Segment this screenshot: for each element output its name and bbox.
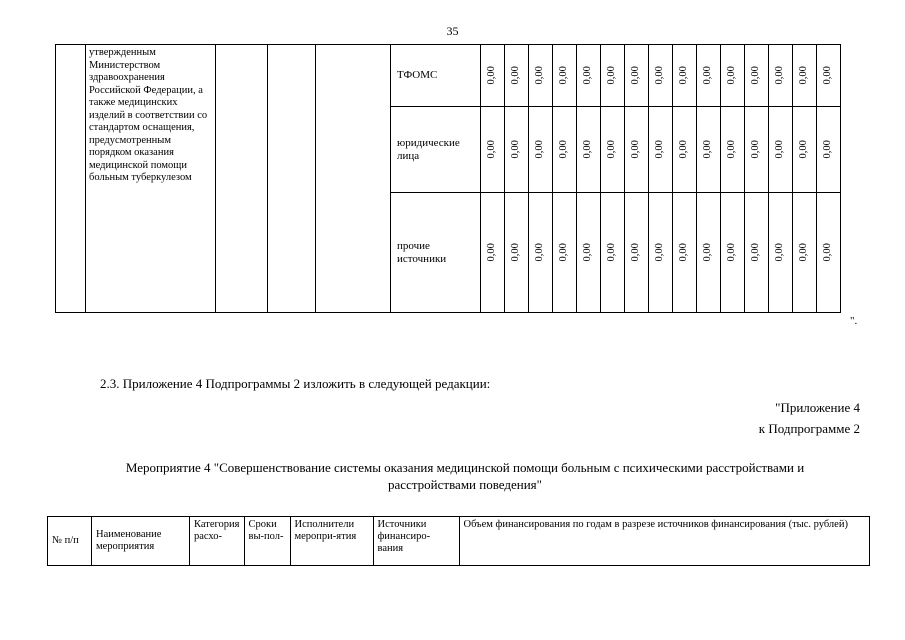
value-text: 0,00 <box>678 140 690 159</box>
value-text: 0,00 <box>822 66 834 85</box>
value-cell <box>577 45 601 107</box>
value-cell <box>745 193 769 313</box>
value-cell <box>769 45 793 107</box>
value-cell <box>529 45 553 107</box>
value-cell <box>745 107 769 193</box>
value-text: 0,00 <box>558 243 570 262</box>
value-text: 0,00 <box>606 66 618 85</box>
appendix-sublabel: к Подпрограмме 2 <box>758 421 860 436</box>
value-cell <box>697 193 721 313</box>
value-cell <box>649 107 673 193</box>
value-cell <box>745 45 769 107</box>
value-text: 0,00 <box>750 243 762 262</box>
value-cell <box>601 45 625 107</box>
value-text: 0,00 <box>726 243 738 262</box>
value-cell <box>529 193 553 313</box>
value-cell <box>817 107 841 193</box>
value-text: 0,00 <box>534 66 546 85</box>
value-cell <box>505 107 529 193</box>
value-cell <box>481 107 505 193</box>
value-text: 0,00 <box>774 66 786 85</box>
value-text: 0,00 <box>558 66 570 85</box>
value-text: 0,00 <box>558 140 570 159</box>
value-text: 0,00 <box>510 66 522 85</box>
end-quote: ". <box>850 315 858 327</box>
value-cell <box>625 45 649 107</box>
value-text: 0,00 <box>654 140 666 159</box>
value-cell <box>721 107 745 193</box>
value-cell <box>793 107 817 193</box>
funding-table-top <box>55 44 841 313</box>
value-cell <box>625 193 649 313</box>
value-text: 0,00 <box>534 140 546 159</box>
table-row <box>56 45 841 107</box>
header-terms: Сроки вы-пол- <box>244 517 290 566</box>
value-cell <box>793 45 817 107</box>
value-cell <box>577 107 601 193</box>
value-cell <box>649 193 673 313</box>
header-name: Наименование мероприятия <box>92 517 190 566</box>
value-cell <box>601 107 625 193</box>
value-cell <box>481 193 505 313</box>
value-cell <box>481 45 505 107</box>
row-number-cell <box>56 45 86 313</box>
value-cell <box>721 193 745 313</box>
value-text: 0,00 <box>510 243 522 262</box>
value-cell <box>529 107 553 193</box>
value-cell <box>673 107 697 193</box>
value-cell <box>769 193 793 313</box>
value-text: 0,00 <box>486 243 498 262</box>
value-text: 0,00 <box>822 243 834 262</box>
value-text: 0,00 <box>582 66 594 85</box>
value-cell <box>553 193 577 313</box>
measure-title: Мероприятие 4 "Совершенствование системы оказания медицинской помощи больным с психическими расстройствами и расстройствами поведения" <box>125 460 805 492</box>
value-text: 0,00 <box>630 140 642 159</box>
value-text: 0,00 <box>510 140 522 159</box>
value-text: 0,00 <box>798 140 810 159</box>
measure-description: утвержденным Министерством здравоохранения Российской Федерации, а также медицинских изделий в соответствии со стандартом оснащения, предусмотренным порядком оказания медицинской помощи больным туберкулезом <box>86 45 216 313</box>
value-text: 0,00 <box>630 66 642 85</box>
appendix-label: "Приложение 4 <box>775 400 860 415</box>
source-cell: юридические лица <box>391 107 481 193</box>
value-cell <box>553 45 577 107</box>
category-cell <box>216 45 268 313</box>
value-cell <box>505 45 529 107</box>
value-cell <box>577 193 601 313</box>
value-text: 0,00 <box>726 140 738 159</box>
value-text: 0,00 <box>822 140 834 159</box>
value-text: 0,00 <box>654 66 666 85</box>
value-cell <box>673 45 697 107</box>
value-text: 0,00 <box>630 243 642 262</box>
header-category: Категория расхо- <box>190 517 245 566</box>
value-text: 0,00 <box>678 66 690 85</box>
page-number: 35 <box>446 24 459 38</box>
value-cell <box>793 193 817 313</box>
executor-cell <box>316 45 391 313</box>
value-text: 0,00 <box>726 66 738 85</box>
source-cell: прочие источники <box>391 193 481 313</box>
value-cell <box>817 193 841 313</box>
value-text: 0,00 <box>798 66 810 85</box>
value-text: 0,00 <box>750 140 762 159</box>
value-text: 0,00 <box>606 140 618 159</box>
value-text: 0,00 <box>702 140 714 159</box>
value-text: 0,00 <box>582 140 594 159</box>
value-cell <box>553 107 577 193</box>
value-cell <box>817 45 841 107</box>
source-cell: ТФОМС <box>391 45 481 107</box>
amendment-paragraph: 2.3. Приложение 4 Подпрограммы 2 изложить в следующей редакции: <box>100 376 491 391</box>
value-text: 0,00 <box>486 140 498 159</box>
value-text: 0,00 <box>774 243 786 262</box>
value-cell <box>721 45 745 107</box>
value-cell <box>625 107 649 193</box>
value-cell <box>697 107 721 193</box>
table-header-row <box>48 517 870 566</box>
header-sources: Источники финансиро-вания <box>373 517 459 566</box>
value-cell <box>649 45 673 107</box>
value-text: 0,00 <box>750 66 762 85</box>
funding-table-header <box>47 516 870 566</box>
value-cell <box>769 107 793 193</box>
value-cell <box>697 45 721 107</box>
header-funding-volume: Объем финансирования по годам в разрезе источников финансирования (тыс. рублей) <box>459 517 869 566</box>
value-cell <box>673 193 697 313</box>
value-cell <box>505 193 529 313</box>
value-text: 0,00 <box>582 243 594 262</box>
value-text: 0,00 <box>798 243 810 262</box>
value-text: 0,00 <box>702 243 714 262</box>
term-cell <box>268 45 316 313</box>
value-text: 0,00 <box>486 66 498 85</box>
value-text: 0,00 <box>606 243 618 262</box>
header-number: № п/п <box>48 517 92 566</box>
value-text: 0,00 <box>534 243 546 262</box>
value-cell <box>601 193 625 313</box>
header-executors: Исполнители меропри-ятия <box>290 517 373 566</box>
value-text: 0,00 <box>654 243 666 262</box>
value-text: 0,00 <box>702 66 714 85</box>
value-text: 0,00 <box>774 140 786 159</box>
value-text: 0,00 <box>678 243 690 262</box>
